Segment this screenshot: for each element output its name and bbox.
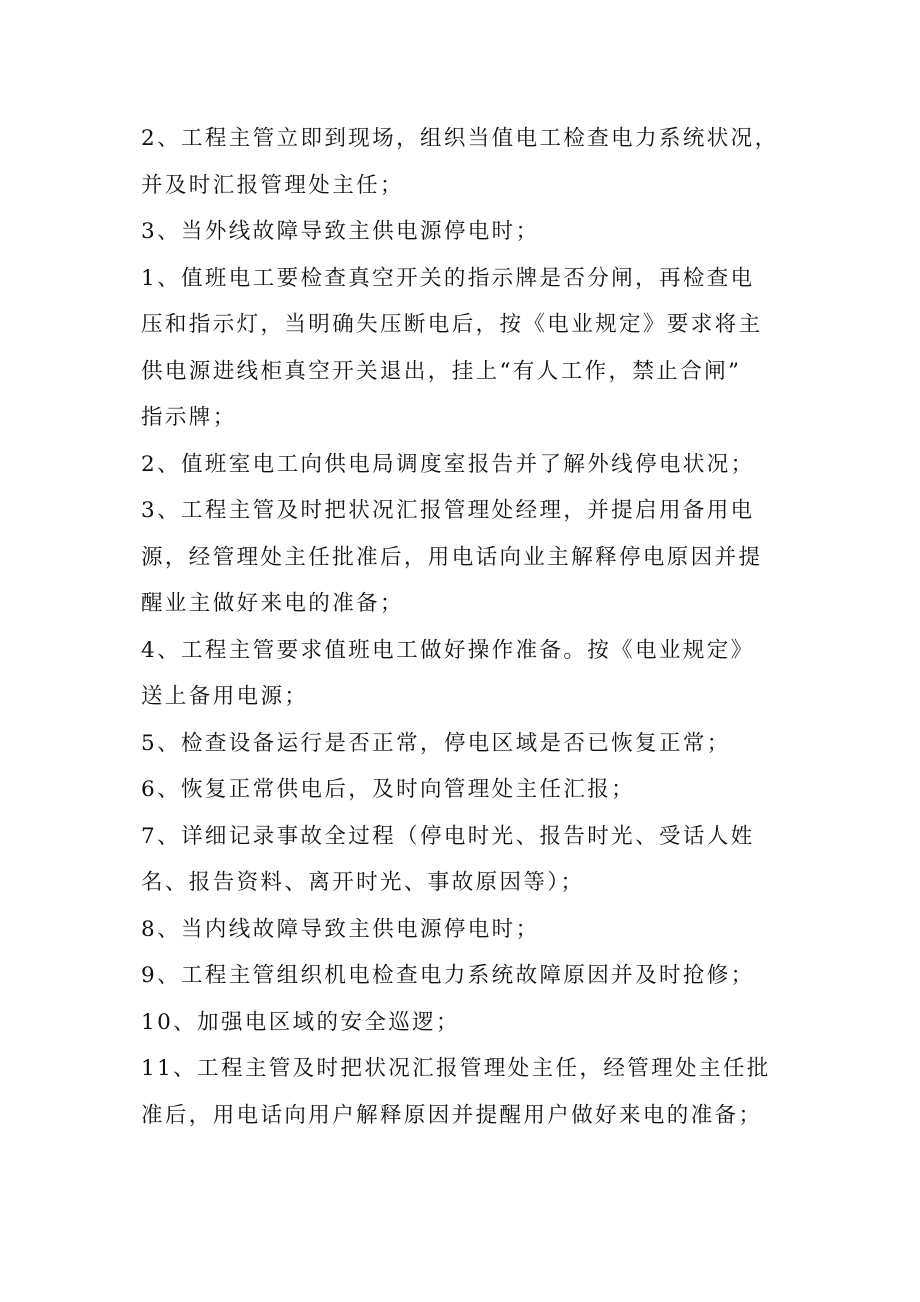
text-line: 名、报告资料、离开时光、事故原因等）； xyxy=(141,870,585,895)
text-line: 3、工程主管及时把状况汇报管理处经理，并提启用备用电 xyxy=(141,498,755,523)
text-line: 并及时汇报管理处主任； xyxy=(141,172,404,198)
text-line: 6、恢复正常供电后，及时向管理处主任汇报； xyxy=(141,777,636,802)
text-line: 5、检查设备运行是否正常，停电区域是否已恢复正常； xyxy=(141,730,731,756)
text-line: 送上备用电源； xyxy=(141,684,309,709)
text-line: 准后，用电话向用户解释原因并提醒用户做好来电的准备； xyxy=(141,1102,763,1128)
text-line: 7、详细记录事故全过程（停电时光、报告时光、受话人姓 xyxy=(141,823,755,849)
text-line: 3、当外线故障导致主供电源停电时； xyxy=(141,219,540,244)
text-line: 醒业主做好来电的准备； xyxy=(141,591,404,616)
text-line: 2、工程主管立即到现场，组织当值电工检查电力系统状况， xyxy=(141,126,779,151)
text-line: 2、值班室电工向供电局调度室报告并了解外线停电状况； xyxy=(141,451,755,477)
text-line: 指示牌； xyxy=(141,405,237,430)
text-line: 1、值班电工要检查真空开关的指示牌是否分闸，再检查电 xyxy=(141,265,755,291)
document-body xyxy=(141,116,791,1139)
text-line: 供电源进线柜真空开关退出，挂上“有人工作，禁止合闸” xyxy=(141,358,742,384)
text-line: 10、加强电区域的安全巡逻； xyxy=(141,1009,460,1035)
text-line: 4、工程主管要求值班电工做好操作准备。按《电业规定》 xyxy=(141,637,755,663)
text-line: 源，经管理处主任批准后，用电话向业主解释停电原因并提 xyxy=(141,544,763,570)
text-line: 压和指示灯，当明确失压断电后，按《电业规定》要求将主 xyxy=(141,312,763,337)
text-line: 11、工程主管及时把状况汇报管理处主任，经管理处主任批 xyxy=(141,1056,771,1081)
text-line: 9、工程主管组织机电检查电力系统故障原因并及时抢修； xyxy=(141,963,755,988)
text-line: 8、当内线故障导致主供电源停电时； xyxy=(141,916,540,942)
